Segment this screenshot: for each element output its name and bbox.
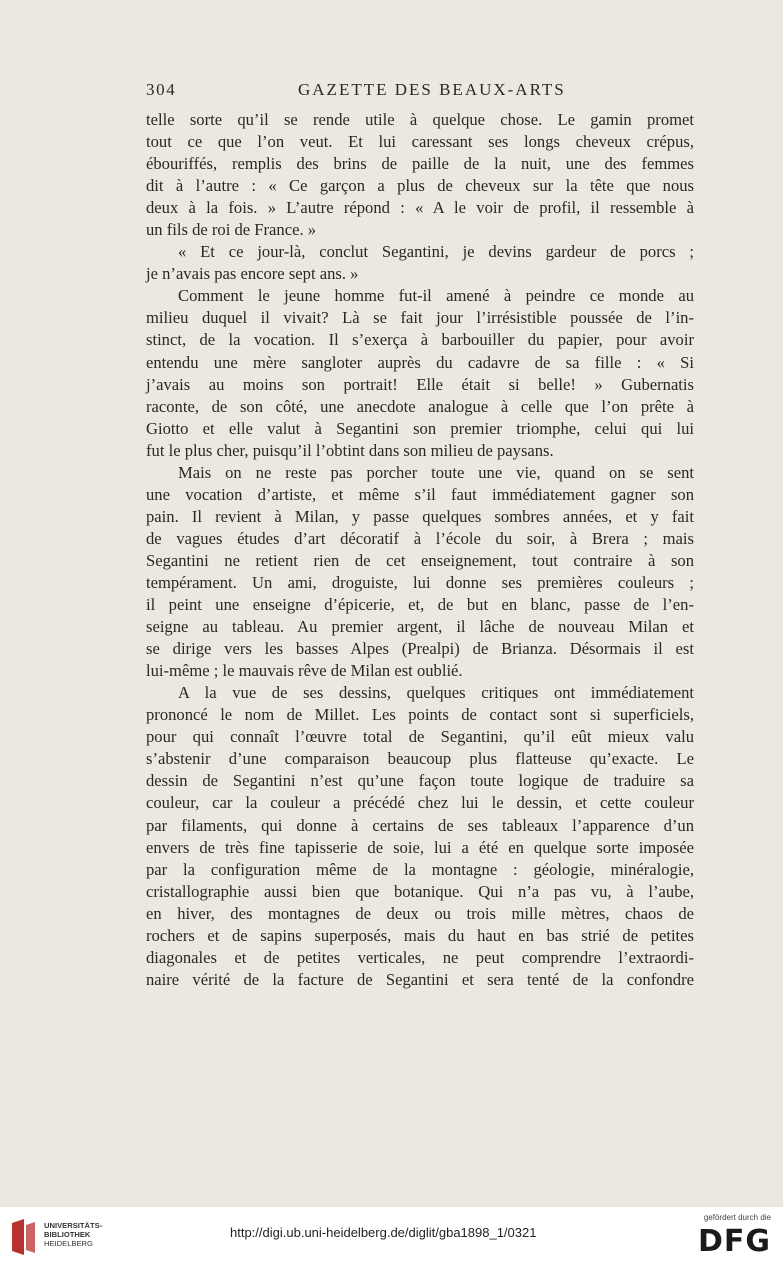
text-line: cristallographie aussi bien que botanique. Qui n’a pas vu, à l’aube,	[146, 881, 694, 901]
text-line: Comment le jeune homme fut-il amené à peindre ce monde au	[178, 286, 694, 306]
text-line: seigne au tableau. Au premier argent, il lâche de nouveau Milan et	[146, 617, 694, 637]
library-name-line: HEIDELBERG	[44, 1239, 93, 1248]
text-line: par filaments, qui donne à certains de ses tableaux l’apparence d’un	[146, 815, 694, 835]
text-line: prononcé le nom de Millet. Les points de contact sont si superficiels,	[146, 705, 694, 725]
viewer-footer	[0, 1207, 783, 1263]
text-line: Segantini ne retient rien de cet enseignement, tout contraire à son	[146, 550, 694, 570]
text-line: s’abstenir d’une comparaison beaucoup plus flatteuse qu’exacte. Le	[146, 749, 694, 769]
text-line: pain. Il revient à Milan, y passe quelques sombres années, et y fait	[146, 506, 694, 526]
funded-by-label: gefördert durch die	[703, 1213, 771, 1222]
text-line: Mais on ne reste pas porcher toute une vie, quand on se sent	[178, 462, 694, 482]
text-line: dit à l’autre : « Ce garçon a plus de cheveux sur la tête que nous	[146, 176, 694, 196]
text-line: couleur, car la couleur a précédé chez lui le dessin, et cette couleur	[146, 793, 694, 813]
text-line: un fils de roi de France. »	[146, 220, 317, 240]
text-line: j’avais au moins son portrait! Elle était si belle! » Gubernatis	[146, 374, 694, 394]
text-line: milieu duquel il vivait? Là se fait jour l’irrésistible poussée de l’in-	[146, 308, 694, 328]
text-line: envers de très fine tapisserie de soie, lui a été en quelque sorte imposée	[146, 837, 694, 857]
text-line: telle sorte qu’il se rende utile à quelque chose. Le gamin promet	[146, 110, 694, 129]
text-line: tout ce que l’on veut. Et lui caressant ses longs cheveux crépus,	[146, 132, 694, 152]
ub-heidelberg-logo-icon[interactable]	[8, 1217, 38, 1257]
text-line: par la configuration même de la montagne : géologie, minéralogie,	[146, 859, 694, 879]
text-line: une vocation d’artiste, et même s’il faut immédiatement gagner son	[146, 484, 694, 504]
text-line: A la vue de ses dessins, quelques critiques ont immédiatement	[178, 683, 694, 703]
text-line: il peint une enseigne d’épicerie, et, de but en blanc, passe de l’en-	[146, 595, 694, 615]
text-line: entendu une mère sangloter auprès du cadavre de sa fille : « Si	[146, 352, 694, 372]
library-name-line: BIBLIOTHEK	[44, 1230, 91, 1239]
permalink-url[interactable]: http://digi.ub.uni-heidelberg.de/diglit/gba1898_1/0321	[230, 1225, 537, 1240]
page-number: 304	[146, 80, 177, 99]
text-line: deux à la fois. » L’autre répond : « A le voir de profil, il ressemble à	[146, 198, 694, 218]
running-title: GAZETTE DES BEAUX-ARTS	[298, 80, 566, 99]
text-line: de vagues études d’art décoratif à l’école du soir, à Brera ; mais	[146, 528, 694, 548]
dfg-logo[interactable]: DFG	[697, 1224, 771, 1259]
text-line: tempérament. Un ami, droguiste, lui donne ses premières couleurs ;	[146, 572, 694, 592]
text-line: diagonales et de petites verticales, ne peut comprendre l’extraordi-	[146, 947, 694, 967]
text-line: « Et ce jour-là, conclut Segantini, je devins gardeur de porcs ;	[178, 242, 694, 262]
text-line: naire vérité de la facture de Segantini et sera tenté de la confondre	[146, 969, 694, 989]
library-name	[44, 1221, 102, 1248]
library-name-line: UNIVERSITÄTS-	[44, 1221, 103, 1230]
text-line: fut le plus cher, puisqu’il l’obtint dans son milieu de paysans.	[146, 440, 554, 460]
text-line: raconte, de son côté, une anecdote analogue à celle que l’on prête à	[146, 396, 694, 416]
text-line: rochers et de sapins superposés, mais du haut en bas strié de petites	[146, 925, 694, 945]
text-line: ébouriffés, remplis des brins de paille de la nuit, une des femmes	[146, 154, 694, 174]
body-text	[146, 109, 694, 991]
text-line: Giotto et elle valut à Segantini son premier triomphe, celui qui lui	[146, 418, 694, 438]
text-line: dessin de Segantini n’est qu’une façon toute logique de traduire sa	[146, 771, 694, 791]
text-line: je n’avais pas encore sept ans. »	[146, 264, 359, 284]
text-line: se dirige vers les basses Alpes (Prealpi) de Brianza. Désormais il est	[146, 639, 694, 659]
text-line: lui-même ; le mauvais rêve de Milan est oublié.	[146, 661, 463, 681]
text-line: pour qui connaît l’œuvre total de Segantini, qu’il eût mieux valu	[146, 727, 694, 747]
text-line: stinct, de la vocation. Il s’exerça à barbouiller du papier, pour avoir	[146, 330, 694, 350]
text-line: en hiver, des montagnes de deux ou trois mille mètres, chaos de	[146, 903, 694, 923]
